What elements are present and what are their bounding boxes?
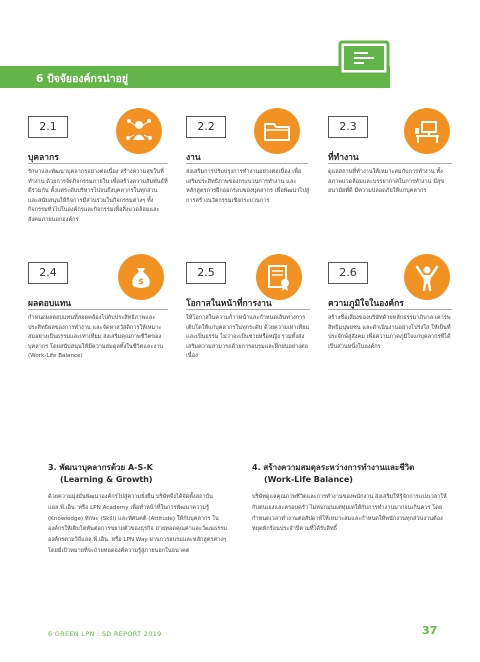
factor-title-2-2: งาน [186, 153, 201, 163]
factor-title-2-3: ที่ทำงาน [328, 153, 359, 163]
divider [28, 309, 168, 310]
section-3-title-line2: (Learning & Growth) [60, 475, 153, 484]
factor-number-2-3: 2.3 [328, 116, 368, 138]
section-4-title-line2: (Work-Life Balance) [264, 475, 353, 484]
factor-icon-circle-2-2 [254, 108, 300, 154]
factor-text-2-2: ส่งเสริมการปรับปรุงการทำงานอย่างต่อเนื่อง เพื่อเสริมประสิทธิภาพของกระบวนการทำงาน และหลักสูตรการฝึกออกรอบของบุคลากร เพื่อพัฒนาไปสู่การสร้างนวัตกรรมเชิงกระบวนการ [186, 169, 310, 204]
divider [186, 163, 308, 164]
money-bag-icon [126, 262, 156, 292]
banner-title: 6 ปัจจัยองค์กรน่าอยู่ [36, 73, 129, 85]
folder-icon [262, 116, 292, 146]
section-4-text: บริษัทดูแลคุณภาพชีวิตและการทำงานของพนักงาน ส่งเสริมให้รู้จักการแบ่งเวลาให้กับตนเองและครอบครัว ไม่หมกมุ่นแต่ทุ่มเทให้กับการทำงานมากจนเกินควร โดยกำหนดเวลาทำงานต่อสัปดาห์ให้เหมาะสมและกำหนดให้พนักงานทุกส่วนงานต้องหยุดพักร้อนประจำปีตามที่ได้รับสิทธิ์ [252, 494, 447, 533]
footer-report-title: 6 GREEN LPN : SD REPORT 2019 [48, 630, 162, 638]
factor-text-2-6: สร้างชื่อเสียงของบริษัทด้วยหลักธรรมาภิบาล เคารพสิทธิมนุษยชน และดำเนินงานอย่างโปร่งใส ให้เป็นที่ประจักษ์สู่สังคม เพื่อความภาคภูมิใจแก่บุคลากรที่ได้เป็นส่วนหนึ่งในองค์กร [328, 315, 451, 350]
factor-text-2-1: รักษาและพัฒนาบุคลากรอย่างต่อเนื่อง สร้างความสุขในที่ทำงาน ด้วยการจัดกิจกรรมภายใน เพื่อสร้างความสัมพันธ์ที่ดีร่วมกัน ตั้งแต่ระดับบริหารไปจนถึงบุคลากรในทุกส่วน และสนับสนุนให้กิจการมีส่วนร่วมในกิจกรรมต่างๆ ทั้งกิจกรรมทั่วไปในองค์กรและกิจกรรมเพื่อสิ่งแวดล้อมและสังคมภายนอกองค์กร [28, 169, 168, 223]
divider [328, 309, 452, 310]
factor-text-2-5: ให้โอกาสในความก้าวหน้าและกำหนดเส้นทางการเติบโตให้แก่บุคลากรในทุกระดับ ด้วยความเท่าเทียมและเป็นธรรม ไม่ว่าจะเป็นชายหรือหญิง รวมทั้งส่งเสริมความสามารถด้วยการอบรมและฝึกฝนอย่างต่อเนื่อง [186, 315, 310, 360]
section-banner [0, 66, 390, 88]
celebrating-person-icon [412, 262, 442, 292]
factor-icon-circle-2-6 [404, 254, 450, 300]
factor-number-2-4: 2.4 [28, 262, 68, 284]
section-3-text: ด้วยความมุ่งมั่นพัฒนาองค์กรไปสู่ความยั่งยืน บริษัทจึงได้จัดตั้งสถาบัน แอล.พี.เอ็น. หรือ LPN Academy เพื่อทำหน้าที่ในการพัฒนาความรู้ (Knowledge) ทักษะ (Skill) และทัศนคติ (Attitude) ให้กับบุคลากร ในองค์กรให้เติบโตทันต่อการขยายตัวของธุรกิจ ถ่ายทอดคุณค่าและวัฒนธรรมองค์กรตามวิถีแอล.พี.เอ็น. หรือ LPN Way ผ่านการอบรมและหลักสูตรต่างๆ โดยมีเป้าหมายที่จะถ่ายทอดองค์ความรู้สู่ภายนอกในอนาคต [48, 494, 227, 554]
factor-number-2-5: 2.5 [186, 262, 226, 284]
factor-title-2-4: ผลตอบแทน [28, 299, 72, 309]
factor-text-2-4: กำหนดผลตอบแทนที่สอดคล้องไปกับประสิทธิภาพและประสิทธิผลของการทำงาน และจัดหาสวัสดิการให้เหมาะสมอย่างเป็นธรรมและเท่าเทียม ส่งเสริมคุณภาพชีวิตของบุคลากร โดยสนับสนุนให้มีความสมดุลทั้งในชีวิตและงาน (Work-Life Balance) [28, 315, 164, 360]
section-3-title-line1: 3. พัฒนาบุคลากรด้วย A-S-K [48, 463, 153, 472]
office-desk-icon [412, 116, 442, 146]
factor-icon-circle-2-3 [404, 108, 450, 154]
section-4-title [252, 462, 452, 486]
section-4-title-line1: 4. สร้างความสมดุลระหว่างการทำงานและชีวิต [252, 463, 415, 472]
factor-text-2-3: ดูแลสถานที่ทำงานให้เหมาะสมกับการทำงาน ทั้งสภาพแวดล้อมและบรรยากาศในการทำงาน มีสุขอนามัยที่ดี มีความปลอดภัยให้แก่บุคลากร [328, 169, 445, 195]
factor-title-2-5: โอกาสในหน้าที่การงาน [186, 299, 272, 309]
factor-number-2-6: 2.6 [328, 262, 368, 284]
factor-number-2-1: 2.1 [28, 116, 68, 138]
divider [186, 309, 310, 310]
divider [328, 163, 452, 164]
factor-icon-circle-2-4 [118, 254, 164, 300]
computer-monitor-icon [336, 36, 392, 90]
factor-title-2-6: ความภูมิใจในองค์กร [328, 299, 404, 309]
factor-icon-circle-2-5 [256, 254, 302, 300]
page-number: 37 [422, 624, 438, 637]
svg-text:$: $ [138, 277, 144, 286]
team-network-icon [124, 116, 154, 146]
factor-icon-circle-2-1 [116, 108, 162, 154]
certificate-icon [264, 262, 294, 292]
factor-number-2-2: 2.2 [186, 116, 226, 138]
section-3-title [48, 462, 234, 486]
factor-title-2-1: บุคลากร [28, 153, 59, 163]
divider [28, 163, 168, 164]
